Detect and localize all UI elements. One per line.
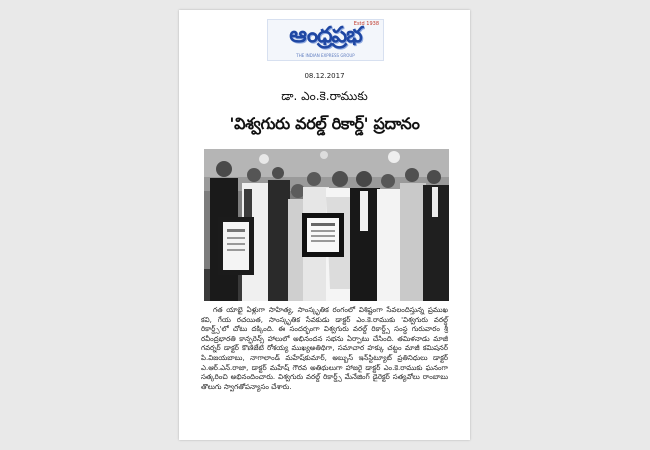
article-body-paragraph: గత యాభై ఏళ్లుగా సాహిత్య, సాంస్కృతిక రంగంలో విశిష్టంగా సేవలందిస్తున్న ప్రముఖ కవి, గేయ రచయిత, సాంస్కృతిక సేవకుడు డాక్టర్ ఎం.కె.రాముకు 'విశ్వగురు వరల్డ్ రికార్డ్స్‌'లో చోటు దక్కింది. ఈ సందర్భంగా విశ్వగురు వరల్డ్ రికార్డ్స్ సంస్థ గురువారం శ్రీ రవీంద్రభారతి కాన్ఫరెన్స్ హాలులో అభినందన సభను ఏర్పాటు చేసింది. తమిళనాడు మాజీ గవర్నర్ డాక్టర్ కొణిజేటి రోశయ్య ముఖ్యఅతిథిగా, సమాచార హక్కు చట్టం మాజీ కమిషనర్ పి.విజయబాబు, నాగాలాండ్ మహేష్‌కుమార్, అబ్బుస్ ఇన్‌స్టిట్యూట్ ప్రతినిధులు డాక్టర్ ఎ.ఆర్.ఎన్.రాజా, డాక్టర్ మహేష్ గౌరవ అతిథులుగా హాజరై డాక్టర్ ఎం.కె.రాముకు ఘనంగా సత్కరించి అభినందించారు. విశ్వగురు వరల్డ్ రికార్డ్స్ మేనేజింగ్ డైరెక్టర్ సత్యవోలు రాంబాబు తొలుగు స్వాగతోపన్యాసం చేశారు. [201,306,448,391]
masthead-title: ఆంధ్రప్రభ [289,23,362,48]
article-subheadline: డా. ఎం.కె.రాముకు [281,89,368,103]
article-date: 08.12.2017 [304,72,345,80]
newspaper-clipping [179,10,470,440]
article-body [201,306,448,392]
masthead-tagline: THE INDIAN EXPRESS GROUP [296,53,355,58]
newspaper-masthead-logo [267,19,384,61]
masthead-established: Estd 1938 [353,21,379,27]
award-ceremony-photo [204,149,449,301]
article-headline: 'విశ్వగురు వరల్డ్ రికార్డ్' ప్రదానం [229,114,420,133]
